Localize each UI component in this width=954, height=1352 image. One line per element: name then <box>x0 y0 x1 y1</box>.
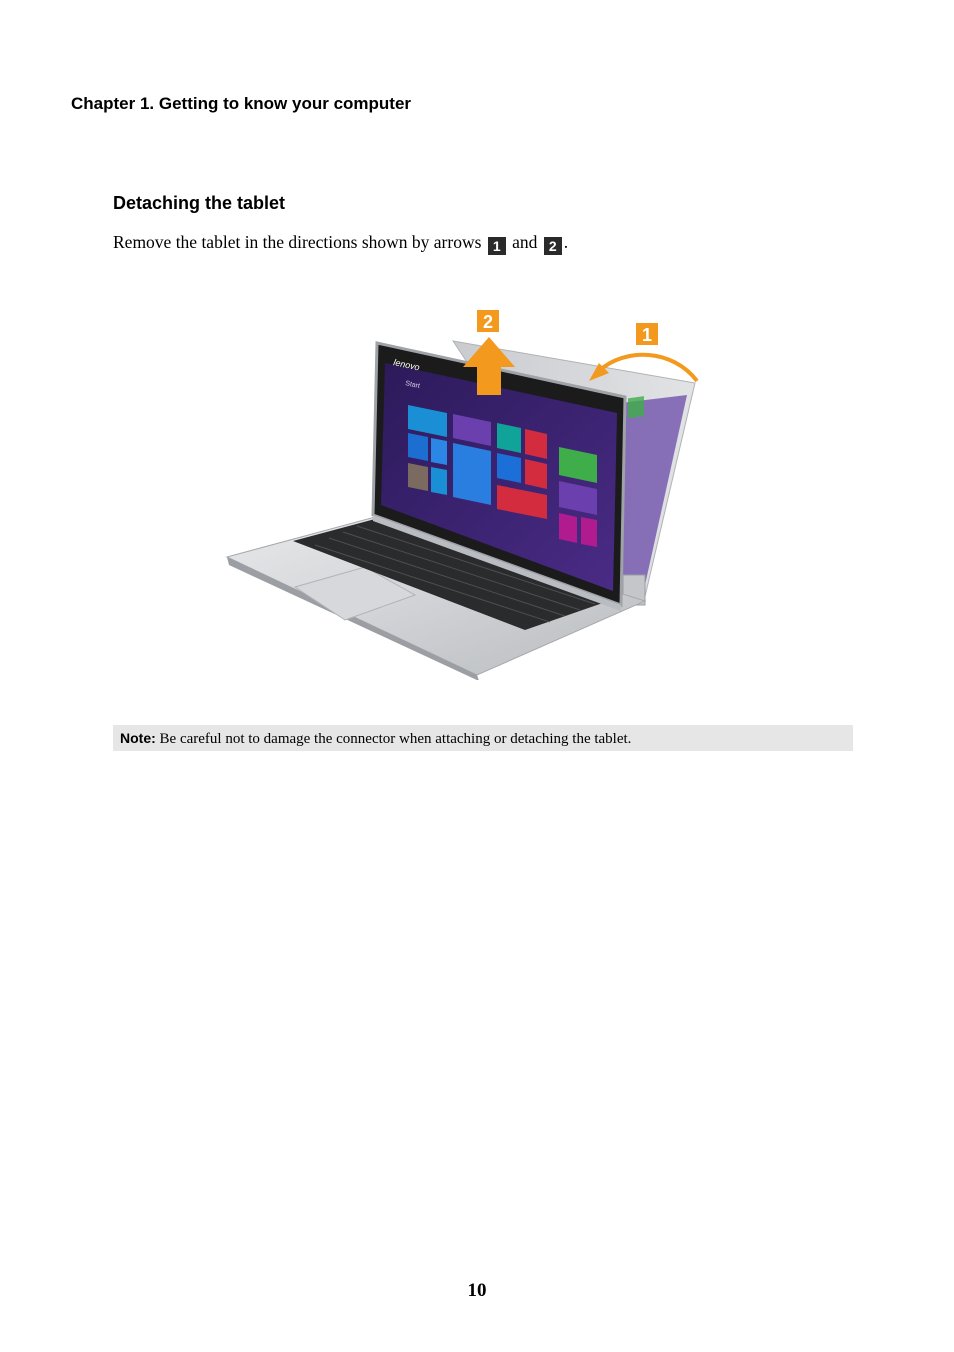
arrow-2-label: 2 <box>482 312 494 332</box>
screen-title: Start <box>404 380 421 391</box>
arrow-1 <box>589 323 697 381</box>
arrow-1-badge: 1 <box>488 237 506 255</box>
instruction-text-before: Remove the tablet in the directions shown by arrows <box>113 232 482 252</box>
instruction-connector: and <box>512 232 538 252</box>
instruction-text-after: . <box>563 232 569 252</box>
chapter-header: Chapter 1. Getting to know your computer <box>71 94 412 113</box>
page-number: 10 <box>467 1280 487 1301</box>
note-text: Be careful not to damage the connector when attaching or detaching the tablet. <box>159 731 632 747</box>
note-box <box>113 725 853 751</box>
arrow-2-badge: 2 <box>544 237 562 255</box>
arrow-1-label: 1 <box>641 325 653 345</box>
note-label: Note: <box>120 730 156 746</box>
instruction-text <box>113 231 568 255</box>
section-title: Detaching the tablet <box>113 193 286 213</box>
brand-logo: lenovo <box>392 357 421 373</box>
tablet-detach-illustration <box>225 305 705 680</box>
